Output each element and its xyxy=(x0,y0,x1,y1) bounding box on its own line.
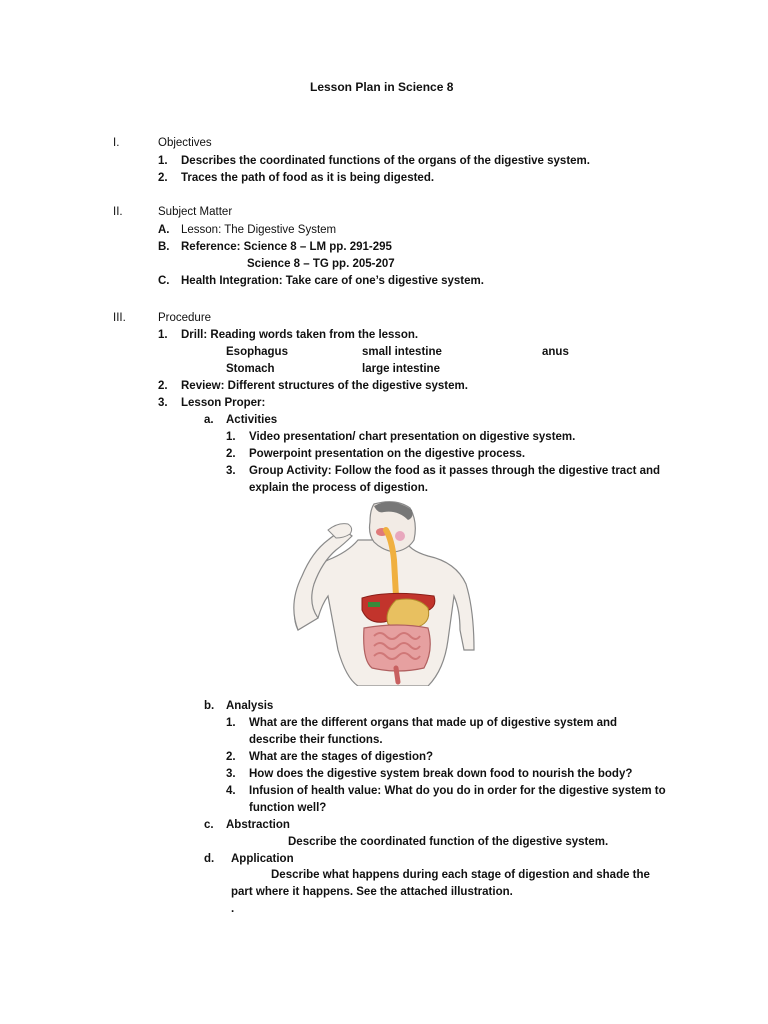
list-letter: B. xyxy=(158,241,170,253)
objective-item: Traces the path of food as it is being digested. xyxy=(181,172,435,184)
reference-line: Reference: Science 8 – LM pp. 291-295 xyxy=(181,241,392,253)
lesson-proper-line: Lesson Proper: xyxy=(181,397,266,409)
list-number: 4. xyxy=(226,785,236,797)
subject-matter-heading: Subject Matter xyxy=(158,206,233,218)
section-number: III. xyxy=(113,312,126,324)
analysis-item-continued: describe their functions. xyxy=(249,734,383,746)
drill-word: anus xyxy=(542,346,569,358)
list-letter: A. xyxy=(158,224,170,236)
analysis-heading: Analysis xyxy=(226,700,274,712)
application-text: Describe what happens during each stage of digestion and shade the xyxy=(271,869,650,881)
list-number: 2. xyxy=(158,380,168,392)
list-number: 1. xyxy=(158,155,168,167)
drill-word: Stomach xyxy=(226,363,275,375)
list-letter: d. xyxy=(204,853,215,865)
list-number: 3. xyxy=(226,768,236,780)
lesson-line: Lesson: The Digestive System xyxy=(181,224,337,236)
drill-word: Esophagus xyxy=(226,346,288,358)
list-letter: c. xyxy=(204,819,214,831)
list-letter: C. xyxy=(158,275,170,287)
reference-line-2: Science 8 – TG pp. 205-207 xyxy=(247,258,395,270)
analysis-item-continued: function well? xyxy=(249,802,327,814)
abstraction-heading: Abstraction xyxy=(226,819,290,831)
page-title: Lesson Plan in Science 8 xyxy=(310,80,454,94)
analysis-item: Infusion of health value: What do you do in order for the digestive system to xyxy=(249,785,666,797)
abstraction-text: Describe the coordinated function of the digestive system. xyxy=(288,836,609,848)
list-number: 3. xyxy=(226,465,236,477)
review-line: Review: Different structures of the digestive system. xyxy=(181,380,468,392)
list-number: 3. xyxy=(158,397,168,409)
health-integration-line: Health Integration: Take care of one’s digestive system. xyxy=(181,275,484,287)
list-number: 1. xyxy=(226,431,236,443)
activity-item: Group Activity: Follow the food as it passes through the digestive tract and xyxy=(249,465,661,477)
application-text-continued: part where it happens. See the attached illustration. xyxy=(231,886,513,898)
list-number: 1. xyxy=(226,717,236,729)
objectives-heading: Objectives xyxy=(158,137,212,149)
digestive-system-illustration-icon xyxy=(288,500,478,686)
analysis-item: What are the stages of digestion? xyxy=(249,751,434,763)
list-letter: a. xyxy=(204,414,214,426)
list-number: 1. xyxy=(158,329,168,341)
activity-item: Powerpoint presentation on the digestive process. xyxy=(249,448,526,460)
application-heading: Application xyxy=(231,853,294,865)
list-letter: b. xyxy=(204,700,215,712)
application-text-dot: . xyxy=(231,903,235,915)
drill-word: small intestine xyxy=(362,346,442,358)
drill-word: large intestine xyxy=(362,363,440,375)
drill-line: Drill: Reading words taken from the lesson. xyxy=(181,329,419,341)
analysis-item: How does the digestive system break down food to nourish the body? xyxy=(249,768,633,780)
activities-heading: Activities xyxy=(226,414,278,426)
analysis-item: What are the different organs that made up of digestive system and xyxy=(249,717,618,729)
list-number: 2. xyxy=(158,172,168,184)
procedure-heading: Procedure xyxy=(158,312,212,324)
section-number: I. xyxy=(113,137,120,149)
list-number: 2. xyxy=(226,448,236,460)
objective-item: Describes the coordinated functions of the organs of the digestive system. xyxy=(181,155,590,167)
list-number: 2. xyxy=(226,751,236,763)
section-number: II. xyxy=(113,206,123,218)
activity-item: Video presentation/ chart presentation on digestive system. xyxy=(249,431,576,443)
activity-item-continued: explain the process of digestion. xyxy=(249,482,428,494)
